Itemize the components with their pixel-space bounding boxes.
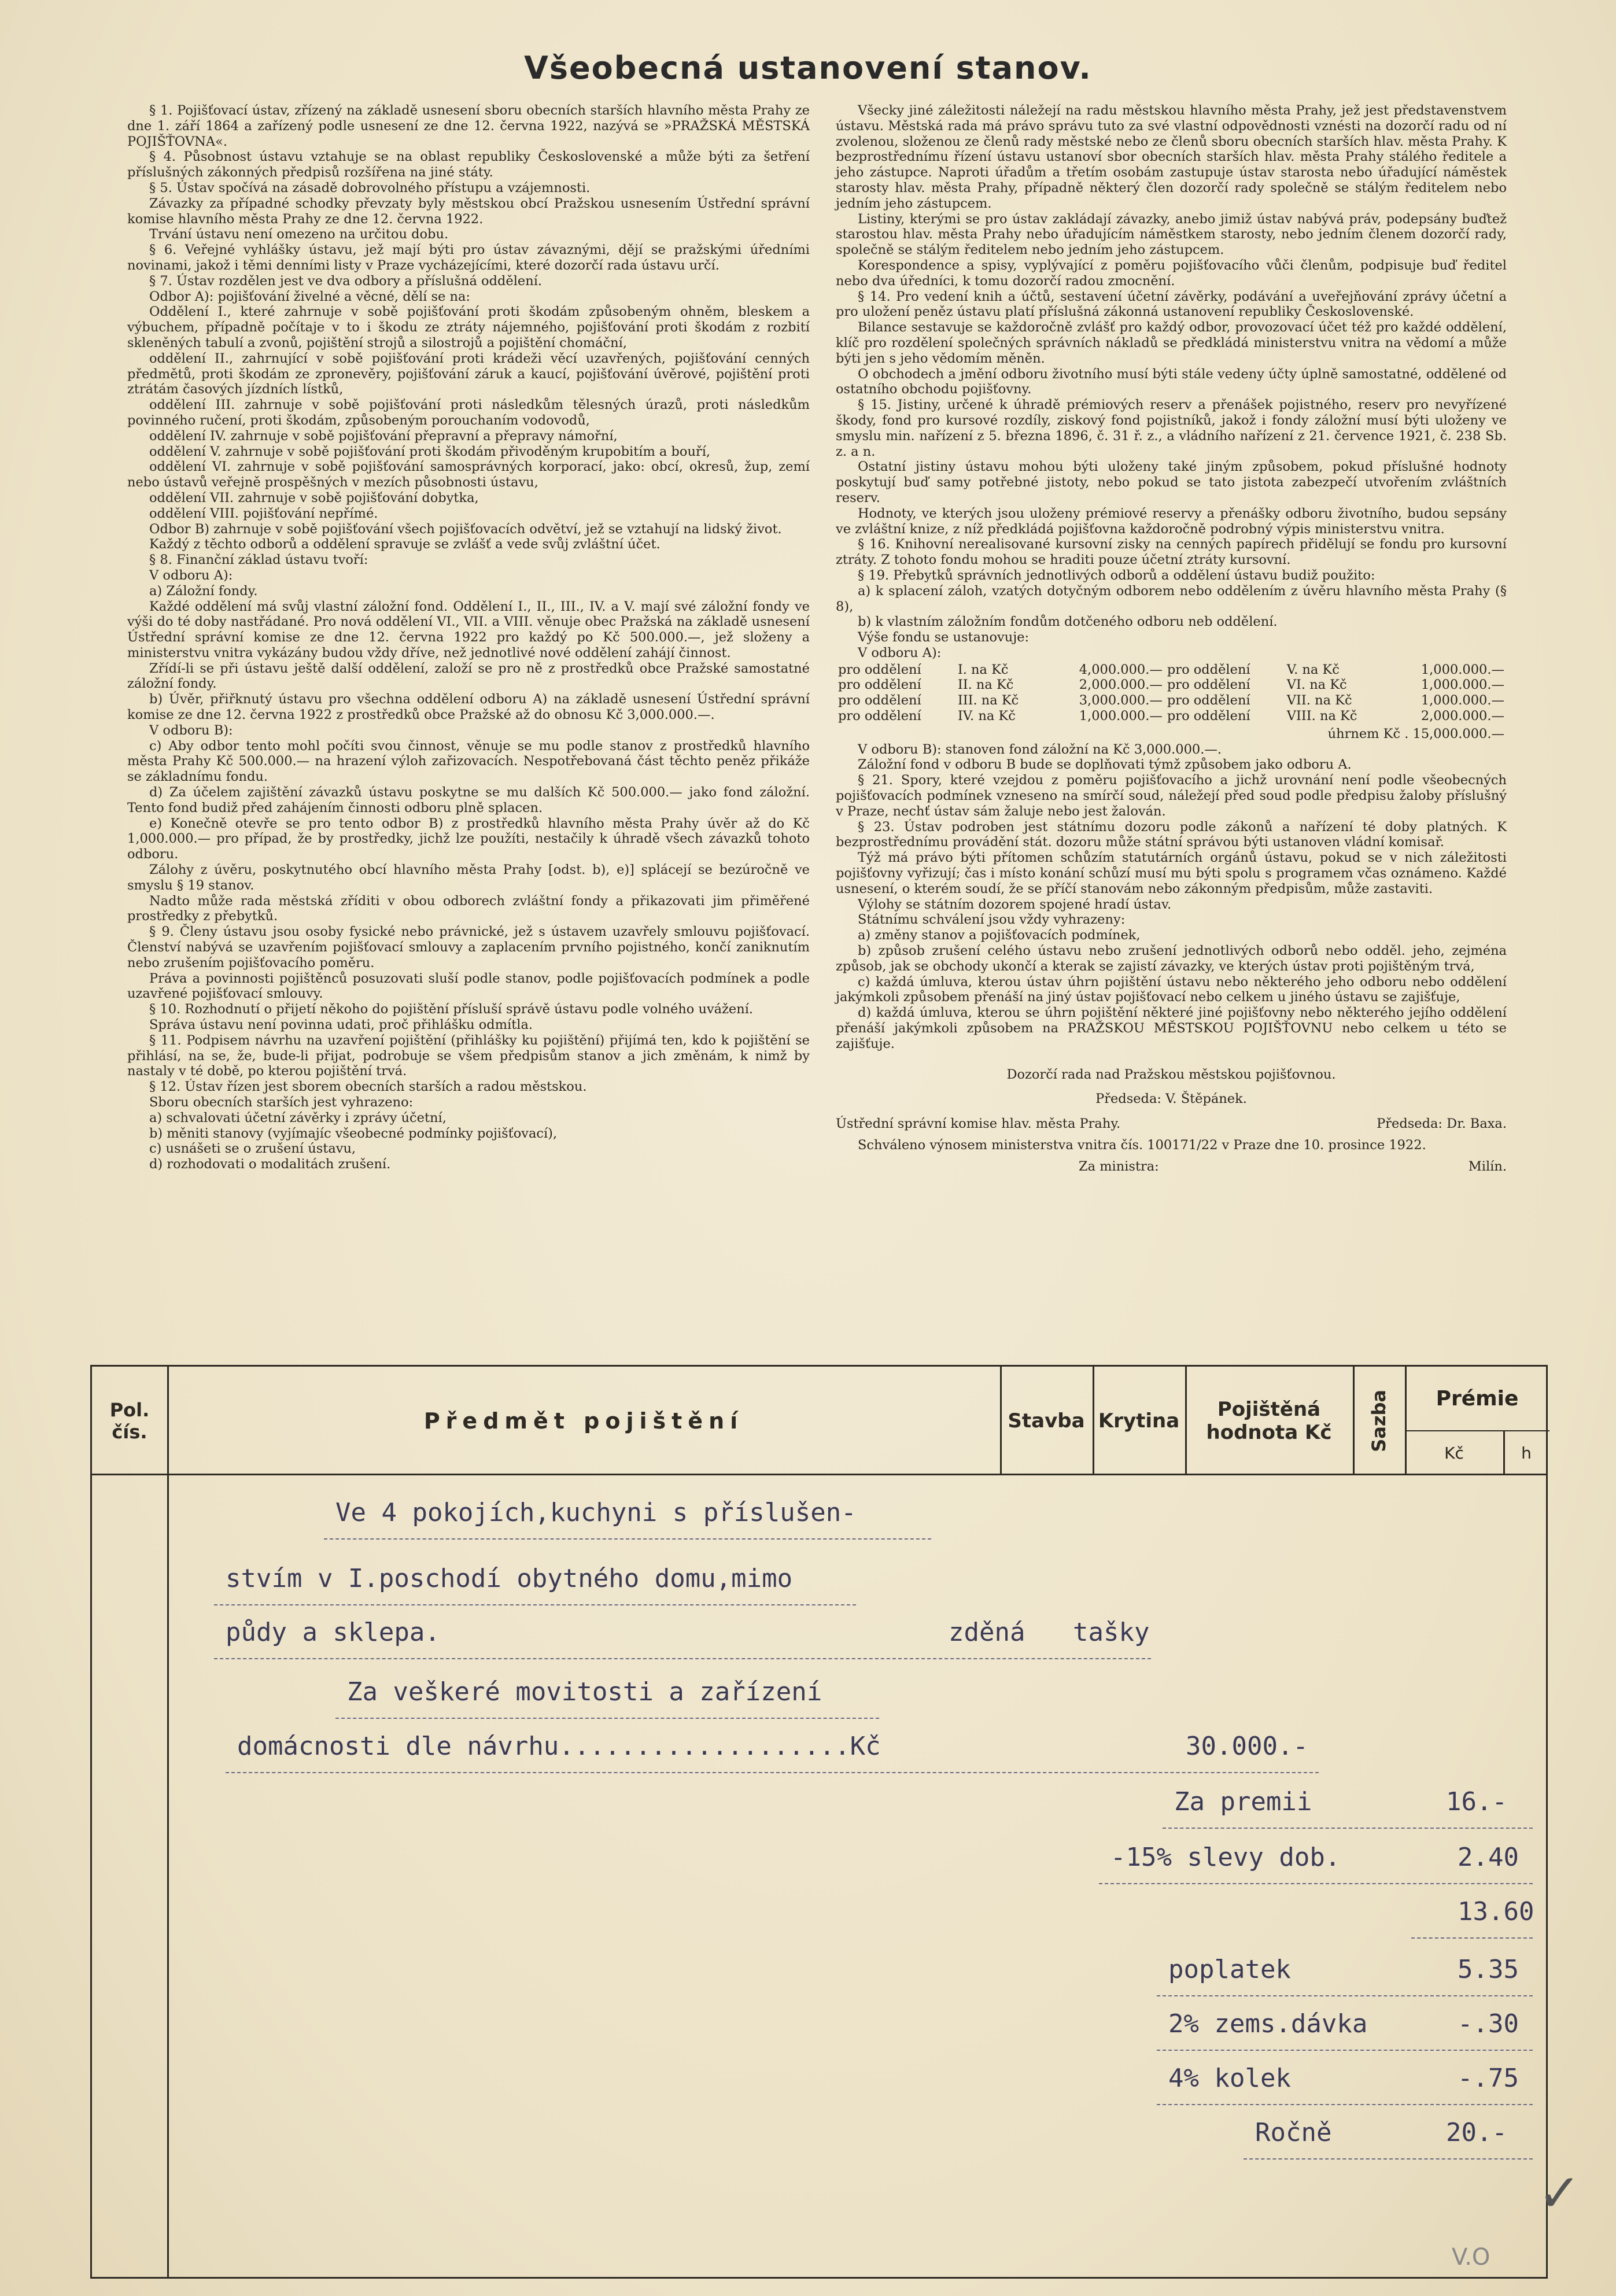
premium-value: 16.- <box>1446 1787 1507 1817</box>
left-paragraph: § 1. Pojišťovací ústav, zřízený na základě usnesení sboru obecních starších hlavního města Prahy ze dne 1. září 1864 a zařízený podle usnesení ze dne 12. června 1922, nazývá se »PRAŽSKÁ MĚSTSKÁ POJIŠŤOVNA«. <box>127 103 810 149</box>
right-paragraph: Listiny, kterými se pro ústav zakládají závazky, anebo jimiž ústav nabývá práv, podepsány buďtež starostou hlav. města Prahy nebo úřadujícím náměstkem starosty, nebo jedním členem dozorčí rady, společně se stálým ředitelem nebo jedním jeho zástupcem. <box>836 211 1507 258</box>
stamp-value: -.75 <box>1458 2064 1519 2093</box>
right-paragraph: § 14. Pro vedení knih a účtů, sestavení účetní závěrky, podávání a uveřejňování zprávy účetní a pro uložení peněz ústavu platí příslušná zákonná ustanovení republiky Československé. <box>836 289 1507 320</box>
left-paragraph: a) Záložní fondy. <box>149 583 258 599</box>
left-paragraph: Závazky za případné schodky převzaty byly městskou obcí Pražskou usnesením Ústřední správní komise hlavního města Prahy ze dne 12. června 1922. <box>127 195 810 227</box>
minister-name: Milín. <box>1468 1158 1507 1174</box>
left-paragraph: oddělení V. zahrnuje v sobě pojišťování proti škodám přivoděným krupobitím a bouří, <box>149 444 711 459</box>
left-column <box>127 103 810 1172</box>
underline-5 <box>226 1772 1319 1773</box>
left-paragraph: § 7. Ústav rozdělen jest ve dva odbory a příslušná oddělení. <box>149 273 543 289</box>
right-paragraph: b) k vlastním záložním fondům dotčeného odboru neb oddělení. <box>858 614 1278 630</box>
typed-line-4: Za veškeré movitosti a zařízení <box>347 1677 822 1707</box>
check-mark-icon: ✓ <box>1537 2163 1581 2224</box>
underline-6 <box>1163 1828 1533 1829</box>
discount-label: -15% slevy dob. <box>1110 1843 1341 1872</box>
left-paragraph: Odbor A): pojišťování živelné a věcné, dělí se na: <box>149 289 470 304</box>
funds-cell: pro oddělení <box>838 677 921 693</box>
col-line-sazba-l <box>1353 1367 1355 1475</box>
right-column <box>836 103 1507 1175</box>
header-h: h <box>1521 1443 1532 1463</box>
left-paragraph: d) Za účelem zajištění závazků ústavu poskytne se mu dalších Kč 500.000.— jako fond záložní. Tento fond budiž před zahájením činnosti odboru plně splacen. <box>127 785 810 815</box>
header-predmet: Předmět pojištění <box>423 1408 744 1434</box>
funds-cell: II. na Kč <box>957 677 1014 693</box>
right2-paragraph: Výlohy se státním dozorem spojené hradí ústav. <box>858 896 1172 912</box>
col-line-h <box>1503 1430 1505 1475</box>
premium-label: Za premii <box>1174 1787 1312 1817</box>
right2-paragraph: c) každá úmluva, kterou ústav úhrn pojištění ústavu nebo některého jeho odboru nebo oddělení jakýmkoli způsobem přenáší na jiný ústav pojišťovací nebo celkem u jiného ústavu se zajišťuje, <box>836 974 1507 1005</box>
right-paragraph: Všecky jiné záležitosti náležejí na radu městskou hlavního města Prahy, jež jest představenstvem ústavu. Městská rada má právo správu tuto za své vlastní odpovědnosti vznésti na dozorčí radu od ní zvolenou, složenou ze členů rady městské nebo ze členů sboru obecních starších hlav. města Prahy. K bezprostřednímu řízení ústavu ustanoví sbor obecních starších hlav. města Prahy stálého ředitele a jeho zástupce. Naproti úřadům a třetím osobám zastupuje ústav starosta nebo úřadující náměstek starosty hlav. města Prahy, případně některý člen dozorčí rady společně se stálým ředitelem nebo jedním jeho zástupcem. <box>836 103 1507 211</box>
funds-cell: pro oddělení <box>838 708 921 724</box>
underline-7 <box>1099 1883 1533 1884</box>
typed-line-3: půdy a sklepa. <box>226 1618 440 1647</box>
right-paragraph: Korespondence a spisy, vyplývající z poměru pojišťovacího vůči členům, podpisuje buď ředitel nebo dva úředníci, k tomu dozorčí radou zmocnění. <box>836 257 1507 289</box>
underline-8 <box>1411 1937 1533 1939</box>
right2-paragraph: d) každá úmluva, kterou se úhrn pojištění některé jiné pojišťovny nebo některého jejího oddělení přenáší jakýmkoli způsobem na PRAŽSKOU MĚSTSKOU POJIŠŤOVNU nebo celkem u této se zajišťuje. <box>836 1005 1507 1051</box>
funds-cell: 1,000.000.— <box>1421 693 1504 708</box>
left-paragraph: c) Aby odbor tento mohl počíti svou činnost, věnuje se mu podle stanov z prostředků hlavního města Prahy Kč 500.000.— na hrazení výloh zařizovacích. Nespotřebovaná část těchto peněz přikáže se základnímu fondu. <box>127 738 810 785</box>
left-paragraph: § 11. Podpisem návrhu na uzavření pojištění (přihlášky ku pojištění) přijímá ten, kdo k pojištění se přihlásí, na se, že, bude-li přijat, podrobuje se všem předpisům stanov a jich změnám, k nimž by nastaly v té době, po kterou pojištění trvá. <box>127 1032 810 1079</box>
annual-value: 20.- <box>1446 2118 1507 2147</box>
left-paragraph: § 12. Ústav řízen jest sborem obecních starších a radou městskou. <box>149 1079 587 1095</box>
header-sazba-text: Sazba <box>1368 1390 1390 1452</box>
header-stavba: Stavba <box>1008 1409 1085 1433</box>
right-paragraph: § 19. Přebytků správních jednotlivých odborů a oddělení ústavu budiž použito: <box>858 567 1375 583</box>
right-paragraph: Bilance sestavuje se každoročně zvlášť pro každý odbor, provozovací účet též pro každé oddělení, klíč pro rozdělení společných správních nákladů se předkládá ministerstvu vnitra na vědomí a může býti jen s jeho vědomím měněn. <box>836 320 1507 366</box>
board-chair: Předseda: V. Štěpánek. <box>1095 1091 1247 1107</box>
funds-row <box>836 708 1507 724</box>
col-line-krytina <box>1093 1367 1094 1475</box>
right2-paragraph: V odboru B): stanoven fond záložní na Kč 3,000.000.—. <box>858 741 1222 757</box>
left-paragraph: Každý z těchto odborů a oddělení spravuje se zvlášť a vede svůj zvláštní účet. <box>149 537 661 552</box>
underline-9 <box>1157 1995 1533 1996</box>
commission-chair: Předseda: Dr. Baxa. <box>1377 1116 1507 1132</box>
tax-label: 2% zems.dávka <box>1168 2009 1368 2039</box>
funds-cell: pro oddělení <box>838 662 921 677</box>
funds-row <box>836 693 1507 708</box>
funds-cell: pro oddělení <box>838 693 921 708</box>
col-line-hodnota <box>1185 1367 1187 1475</box>
right2-paragraph: Týž má právo býti přítomen schůzím statutárních orgánů ústavu, pokud se v nich záležitosti pojišťovny vyřizují; čas i místo konání schůzí musí mu býti spolu s programem včas oznámeno. Každé usnesení, o kterém soudí, že se příčí stanovám nebo zákonným předpisům, může zastaviti. <box>836 850 1507 896</box>
left-paragraph: Trvání ústavu není omezeno na určitou dobu. <box>149 227 449 242</box>
underline-2 <box>214 1604 856 1605</box>
header-sazba <box>1353 1367 1405 1475</box>
tax-value: -.30 <box>1458 2009 1519 2039</box>
discount-value: 2.40 <box>1458 1843 1519 1872</box>
left-paragraph: Nadto může rada městská zříditi v obou odborech zvláštní fondy a přikazovati jim přiměřené prostředky z přebytků. <box>127 893 810 924</box>
left-paragraph: a) schvalovati účetní závěrky i zprávy účetní, <box>149 1110 447 1125</box>
typed-value: 30.000.- <box>1186 1732 1308 1761</box>
right2-paragraph: b) způsob zrušení celého ústavu nebo zrušení jednotlivých odborů nebo odděl. jeho, zejména způsob, jak se obchody ukončí a kterak se zajistí závazky, ve kterých ústav proti pojištěným trvá, <box>836 943 1507 974</box>
underline-10 <box>1157 2050 1533 2051</box>
subtotal-value: 13.60 <box>1458 1897 1534 1926</box>
header-kc: Kč <box>1444 1443 1464 1463</box>
left-paragraph: oddělení VIII. pojišťování nepřímé. <box>149 505 378 521</box>
right2-paragraph: Státnímu schválení jsou vždy vyhrazeny: <box>858 912 1126 928</box>
funds-cell: pro oddělení <box>1167 677 1250 693</box>
funds-cell: 3,000.000.— <box>1079 693 1163 708</box>
header-krytina: Krytina <box>1098 1409 1180 1433</box>
typed-stavba: zděná <box>949 1618 1025 1647</box>
left-paragraph: b) Úvěr, přiřknutý ústavu pro všechna oddělení odboru A) na základě usnesení Ústřední správní komise ze dne 12. června 1922 z prostředků obce Pražské až do obnosu Kč 3,000.000.—. <box>127 692 810 723</box>
left-paragraph: § 10. Rozhodnutí o přijetí někoho do pojištění přísluší správě ústavu podle volného uvážení. <box>149 1002 754 1017</box>
funds-cell: 1,000.000.— <box>1421 677 1504 693</box>
left-paragraph: Zřídí-li se při ústavu ještě další oddělení, založí se pro ně z prostředků obce Pražské samostatné záložní fondy. <box>127 660 810 692</box>
left-paragraph: § 5. Ústav spočívá na zásadě dobrovolného přístupu a vzájemnosti. <box>149 180 591 195</box>
underline-3 <box>214 1658 1151 1659</box>
left-paragraph: § 6. Veřejné vyhlášky ústavu, jež mají býti pro ústav závaznými, dějí se pražskými úředními novinami, jakož i těmi denními listy v Praze vycházejícími, které dozorčí rada ústavu určí. <box>127 242 810 273</box>
underline-12 <box>1244 2158 1533 2160</box>
funds-cell: 4,000.000.— <box>1079 662 1163 677</box>
funds-row <box>836 662 1507 678</box>
right2-paragraph: § 23. Ústav podroben jest státnímu dozoru podle zákonů a nařízení té doby platných. K bezprostřednímu provádění stát. dozoru může státní správou býti ustanoven vládní komisař. <box>836 819 1507 850</box>
right-paragraph: Ostatní jistiny ústavu mohou býti uloženy také jiným způsobem, pokud příslušné hodnoty poskytují buď samy potřebné jistoty, nebo pokud se tato jistota zabezpečí utvořením zvláštních reserv. <box>836 459 1507 505</box>
left-paragraph: Sboru obecních starších jest vyhrazeno: <box>149 1095 414 1110</box>
pencil-note: V.O <box>1452 2244 1490 2271</box>
approval-note: Schváleno výnosem ministerstva vnitra čís. 100171/22 v Praze dne 10. prosince 1922. <box>858 1138 1426 1153</box>
funds-cell: IV. na Kč <box>957 708 1016 724</box>
funds-cell: I. na Kč <box>957 662 1009 677</box>
commission-signature: Ústřední správní komise hlav. města Prahy. <box>836 1116 1121 1132</box>
funds-cell: pro oddělení <box>1167 693 1250 708</box>
funds-cell: pro oddělení <box>1167 708 1250 724</box>
right-paragraph: Výše fondu se ustanovuje: <box>858 630 1030 645</box>
funds-cell: 1,000.000.— <box>1079 708 1163 724</box>
left-paragraph: oddělení VI. zahrnuje v sobě pojišťování samosprávných korporací, jako: obcí, okresů, žup, zemí nebo ústavů veřejně prospěšných v mezích působnosti ústavu, <box>127 459 810 490</box>
underline-4 <box>335 1718 879 1719</box>
funds-cell: V. na Kč <box>1286 662 1340 677</box>
right-paragraph: Hodnoty, ve kterých jsou uloženy prémiové reservy a přenášky odboru životního, budou sepsány ve zvláštní knize, z níž předkládá pojišťovna každoročně podrobný výpis ministerstvu vnitra. <box>836 505 1507 537</box>
funds-cell: 1,000.000.— <box>1421 662 1504 677</box>
minister-label: Za ministra: <box>1079 1158 1159 1174</box>
left-paragraph: § 9. Členy ústavu jsou osoby fysické nebo právnické, jež s ústavem uzavřely smlouvu pojišťovací. Členství nabývá se uzavřením pojišťovací smlouvy a zaplacením prvního pojistného, končí zaniknutím nebo zrušením pojišťovacího poměru. <box>127 924 810 970</box>
col-line-pol <box>167 1367 169 2277</box>
funds-cell: III. na Kč <box>957 693 1019 708</box>
left-paragraph: V odboru A): <box>149 567 233 583</box>
right-paragraph: § 16. Knihovní nerealisované kursovní zisky na cenných papírech přidělují se fondu pro kursovní ztráty. Z tohoto fondu mohou se hraditi pouze účetní ztráty kursovní. <box>836 537 1507 568</box>
underline-1 <box>324 1538 931 1540</box>
left-paragraph: c) usnášeti se o zrušení ústavu, <box>149 1141 356 1157</box>
left-paragraph: Oddělení I., které zahrnuje v sobě pojišťování proti škodám způsobeným ohněm, bleskem a výbuchem, případně počítaje v to i škodu ze ztráty nájemného, pojišťování proti škodám z rozbití skleněných tabulí a zvonů, pojištění strojů a silostrojů a pojištění chomáční, <box>127 304 810 350</box>
col-line-premie <box>1405 1367 1407 1475</box>
minister-row <box>836 1159 1507 1175</box>
funds-cell: 2,000.000.— <box>1079 677 1163 693</box>
col-line-stavba <box>1000 1367 1002 1475</box>
right2-paragraph: a) změny stanov a pojišťovacích podmínek, <box>858 928 1141 943</box>
typed-line-2: stvím v I.poschodí obytného domu,mimo <box>226 1564 793 1593</box>
funds-total: úhrnem Kč . 15,000.000.— <box>1327 726 1504 741</box>
typed-line-5: domácnosti dle návrhu...................Kč <box>237 1732 881 1761</box>
commission-row <box>836 1116 1507 1132</box>
left-paragraph: Práva a povinnosti pojištěnců posuzovati sluší podle stanov, podle pojišťovacích podmínek a podle uzavřené pojišťovací smlouvy. <box>127 970 810 1002</box>
right2-paragraph: Záložní fond v odboru B bude se doplňovati týmž způsobem jako odboru A. <box>858 757 1352 773</box>
left-paragraph: V odboru B): <box>149 722 233 738</box>
right2-paragraph: § 21. Spory, které vzejdou z poměru pojišťovacího a jichž urovnání není podle všeobecných pojišťovacích podmínek vzneseno na smírčí soud, náležejí před soud podle předpisu žaloby příslušný v Praze, nechť ústav sám žaluje nebo jest žalován. <box>836 773 1507 819</box>
annual-label: Ročně <box>1255 2118 1332 2147</box>
header-pol: Pol. čís. <box>109 1399 150 1443</box>
left-paragraph: § 8. Finanční základ ústavu tvoří: <box>149 552 368 568</box>
stamp-label: 4% kolek <box>1168 2064 1291 2093</box>
right-paragraph: V odboru A): <box>858 645 942 660</box>
underline-11 <box>1157 2104 1533 2105</box>
typed-line-1: Ve 4 pokojích,kuchyni s příslušen- <box>335 1498 857 1527</box>
left-paragraph: Každé oddělení má svůj vlastní záložní fond. Oddělení I., II., III., IV. a V. mají své záložní fondy ve výši do té doby nastřádané. Pro nová oddělení VI., VII. a VIII. věnuje obec Pražská na základě usnesení Ústřední správní komise ze dne 12. června 1922 pro každý po Kč 500.000.—, jež složeny a ministerstvu vnitra vykázány budou vždy dříve, než jednotlivé nové oddělení zahájí činnost. <box>127 599 810 660</box>
left-paragraph: e) Konečně otevře se pro tento odbor B) z prostředků hlavního města Prahy úvěr až do Kč 1,000.000.— pro případ, že by prostředky, jichž lze použíti, nestačily k úhradě všech závazků tohoto odboru. <box>127 815 810 862</box>
table-header <box>92 1367 1546 1475</box>
header-hodnota: Pojištěná hodnota Kč <box>1206 1398 1332 1444</box>
left-paragraph: oddělení III. zahrnuje v sobě pojišťování proti následkům tělesných úrazů, proti následkům povinného ručení, proti škodám, způsobeným porouchaním vodovodů, <box>127 397 810 428</box>
left-paragraph: Správa ústavu není povinna udati, proč přihlášku odmítla. <box>149 1017 533 1033</box>
right-paragraph: § 15. Jistiny, určené k úhradě prémiových reserv a přenášek pojistného, reserv pro nevyřízené škody, fond pro kursové rozdíly, ziskový fond pojistníků, jakož i fondy záložní musí býti uloženy ve smyslu min. nařízení z 5. března 1896, č. 31 ř. z., a vládního nařízení z 21. července 1921, č. 238 Sb. z. a n. <box>836 397 1507 459</box>
left-paragraph: Zálohy z úvěru, poskytnutého obcí hlavního města Prahy [odst. b), e)] splácejí se bezúročně ve smyslu § 19 stanov. <box>127 862 810 893</box>
fee-value: 5.35 <box>1458 1955 1519 1984</box>
right-paragraph: a) k splacení záloh, vzatých dotyčným odborem nebo oddělením z úvěru hlavního města Prahy (§ 8), <box>836 583 1507 614</box>
funds-table <box>836 662 1507 724</box>
fee-label: poplatek <box>1168 1955 1291 1984</box>
left-paragraph: d) rozhodovati o modalitách zrušení. <box>149 1157 391 1172</box>
premie-divider <box>1405 1430 1549 1431</box>
document-title: Všeobecná ustanovení stanov. <box>524 50 1092 86</box>
left-paragraph: oddělení II., zahrnující v sobě pojišťování proti krádeži věcí uzavřených, pojišťování cenných předmětů, proti škodám ze zpronevěry, pojišťování záruk a kaucí, pojišťování úvěrové, pojištění proti ztrátám časových jízdních lístků, <box>127 350 810 397</box>
right-paragraph: O obchodech a jmění odboru životního musí býti stále vedeny účty úplně samostatné, oddělené od ostatního obchodu pojišťovny. <box>836 366 1507 397</box>
typed-krytina: tašky <box>1073 1618 1150 1647</box>
funds-row <box>836 677 1507 693</box>
left-paragraph: oddělení VII. zahrnuje v sobě pojišťování dobytka, <box>149 490 479 505</box>
board-signature: Dozorčí rada nad Pražskou městskou pojišťovnou. <box>1006 1066 1336 1082</box>
left-paragraph: b) měniti stanovy (vyjímajíc všeobecné podmínky pojišťovací), <box>149 1125 558 1141</box>
funds-cell: VII. na Kč <box>1286 693 1352 708</box>
left-paragraph: oddělení IV. zahrnuje v sobě pojišťování přepravní a přepravy námořní, <box>149 428 618 444</box>
left-paragraph: Odbor B) zahrnuje v sobě pojišťování všech pojišťovacích odvětví, jež se vztahují na lidský život. <box>149 521 782 537</box>
funds-cell: VIII. na Kč <box>1286 708 1357 724</box>
funds-cell: pro oddělení <box>1167 662 1250 677</box>
funds-cell: 2,000.000.— <box>1421 708 1504 724</box>
funds-cell: VI. na Kč <box>1286 677 1347 693</box>
header-premie: Prémie <box>1436 1386 1519 1411</box>
left-paragraph: § 4. Působnost ústavu vztahuje se na oblast republiky Československé a může býti za šetření příslušných zákonných předpisů rozšířena na jiné státy. <box>127 149 810 180</box>
